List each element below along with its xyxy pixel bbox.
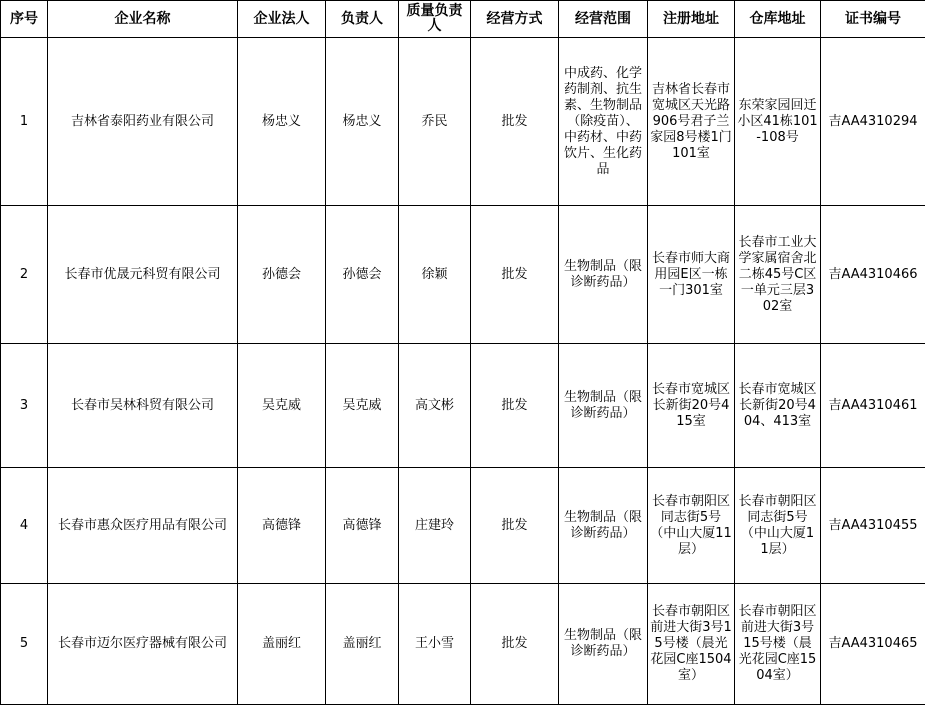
header-business-mode: 经营方式 (471, 1, 559, 38)
cell-manager: 杨忠义 (326, 38, 399, 206)
cell-manager: 孙德会 (326, 206, 399, 344)
cell-seq: 4 (1, 468, 48, 584)
cell-company: 长春市惠众医疗用品有限公司 (48, 468, 238, 584)
cell-certificate-no: 吉AA4310461 (821, 344, 925, 468)
header-company: 企业名称 (48, 1, 238, 38)
cell-seq: 3 (1, 344, 48, 468)
table-row (1, 344, 925, 468)
cell-business-mode: 批发 (471, 468, 559, 584)
cell-warehouse-address: 长春市工业大学家属宿舍北二栋45号C区一单元三层302室 (735, 206, 821, 344)
cell-business-scope: 生物制品（限诊断药品） (559, 468, 648, 584)
cell-business-mode: 批发 (471, 38, 559, 206)
cell-business-mode: 批发 (471, 584, 559, 705)
header-certificate-no: 证书编号 (821, 1, 925, 38)
header-registered-address: 注册地址 (648, 1, 735, 38)
cell-business-scope: 生物制品（限诊断药品） (559, 344, 648, 468)
cell-manager: 高德锋 (326, 468, 399, 584)
cell-registered-address: 长春市朝阳区同志街5号（中山大厦11层） (648, 468, 735, 584)
header-business-scope: 经营范围 (559, 1, 648, 38)
cell-quality-manager: 徐颖 (399, 206, 471, 344)
cell-business-scope: 中成药、化学药制剂、抗生素、生物制品（除疫苗）、中药材、中药饮片、生化药品 (559, 38, 648, 206)
header-row (1, 1, 925, 38)
cell-registered-address: 吉林省长春市宽城区天光路906号君子兰家园8号楼1门101室 (648, 38, 735, 206)
table-row (1, 584, 925, 705)
cell-registered-address: 长春市宽城区长新街20号415室 (648, 344, 735, 468)
header-seq: 序号 (1, 1, 48, 38)
cell-quality-manager: 庄建玲 (399, 468, 471, 584)
cell-registered-address: 长春市朝阳区前进大街3号15号楼（晨光花园C座1504室） (648, 584, 735, 705)
table-row (1, 468, 925, 584)
table-row (1, 206, 925, 344)
header-manager: 负责人 (326, 1, 399, 38)
cell-certificate-no: 吉AA4310465 (821, 584, 925, 705)
cell-company: 长春市迈尔医疗器械有限公司 (48, 584, 238, 705)
cell-registered-address: 长春市师大商用园E区一栋一门301室 (648, 206, 735, 344)
cell-business-scope: 生物制品（限诊断药品） (559, 584, 648, 705)
cell-certificate-no: 吉AA4310455 (821, 468, 925, 584)
cell-certificate-no: 吉AA4310466 (821, 206, 925, 344)
cell-quality-manager: 王小雪 (399, 584, 471, 705)
cell-legal-rep: 高德锋 (238, 468, 326, 584)
header-warehouse-address: 仓库地址 (735, 1, 821, 38)
cell-certificate-no: 吉AA4310294 (821, 38, 925, 206)
cell-warehouse-address: 东荣家园回迁小区41栋101-108号 (735, 38, 821, 206)
header-legal-rep: 企业法人 (238, 1, 326, 38)
cell-company: 长春市优晟元科贸有限公司 (48, 206, 238, 344)
cell-business-mode: 批发 (471, 344, 559, 468)
table-row (1, 38, 925, 206)
cell-seq: 2 (1, 206, 48, 344)
cell-warehouse-address: 长春市朝阳区同志街5号（中山大厦11层） (735, 468, 821, 584)
cell-manager: 盖丽红 (326, 584, 399, 705)
cell-seq: 1 (1, 38, 48, 206)
cell-company: 吉林省泰阳药业有限公司 (48, 38, 238, 206)
cell-business-mode: 批发 (471, 206, 559, 344)
header-quality-manager: 质量负责人 (399, 1, 471, 38)
cell-legal-rep: 盖丽红 (238, 584, 326, 705)
cell-business-scope: 生物制品（限诊断药品） (559, 206, 648, 344)
cell-quality-manager: 乔民 (399, 38, 471, 206)
cell-legal-rep: 吴克威 (238, 344, 326, 468)
cell-legal-rep: 孙德会 (238, 206, 326, 344)
cell-seq: 5 (1, 584, 48, 705)
cell-company: 长春市吴林科贸有限公司 (48, 344, 238, 468)
cell-legal-rep: 杨忠义 (238, 38, 326, 206)
cell-manager: 吴克威 (326, 344, 399, 468)
cell-warehouse-address: 长春市宽城区长新街20号404、413室 (735, 344, 821, 468)
cell-quality-manager: 高文彬 (399, 344, 471, 468)
cell-warehouse-address: 长春市朝阳区前进大街3号15号楼（晨光花园C座1504室） (735, 584, 821, 705)
